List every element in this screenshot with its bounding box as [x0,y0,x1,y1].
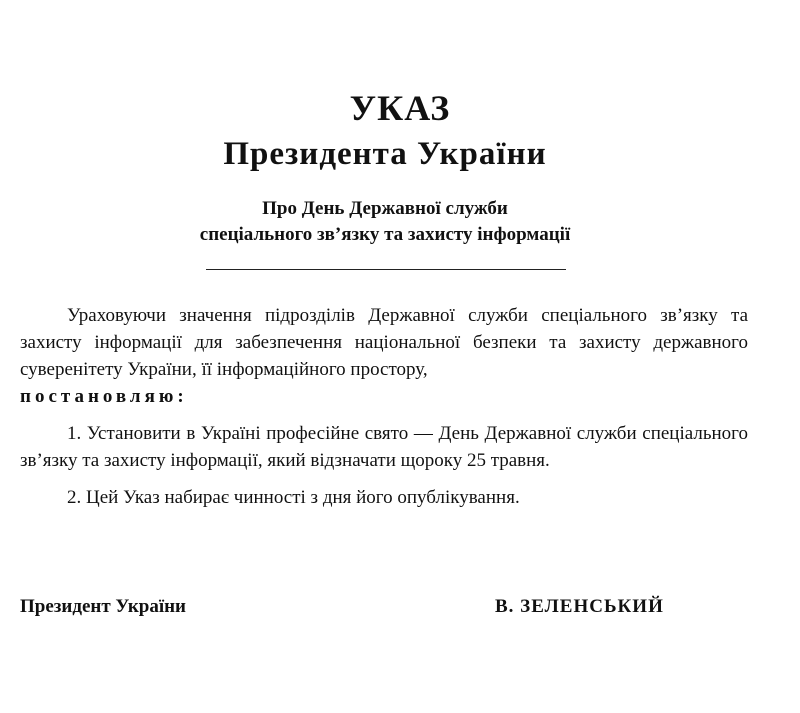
document-body [20,302,748,521]
decree-item-2: 2. Цей Указ набирає чинності з дня його опублікування. [67,487,520,508]
decree-item-1: 1. Установити в Україні професійне свято — День Державної служби спеціального зв’язку та захисту інформації, який відзначати щороку 25 травня. [20,423,748,471]
decree-word: постановляю: [20,386,188,407]
preamble-paragraph [20,302,748,410]
subject-line-2: спеціального зв’язку та захисту інформації [199,224,571,245]
document-subject [0,196,770,248]
signatory-name: В. ЗЕЛЕНСЬКИЙ [495,596,664,617]
preamble-text: Ураховуючи значення підрозділів Державної служби спеціального зв’язку та захисту інформації для забезпечення національної безпеки та захисту державного суверенітету України, її інформаційного простору, [20,305,748,380]
title-divider [206,269,566,270]
subject-line-1: Про День Державної служби [262,198,508,219]
signatory-position: Президент України [20,596,187,617]
document-title: УКАЗ [349,88,451,128]
document-issuer: Президента України [223,136,547,172]
